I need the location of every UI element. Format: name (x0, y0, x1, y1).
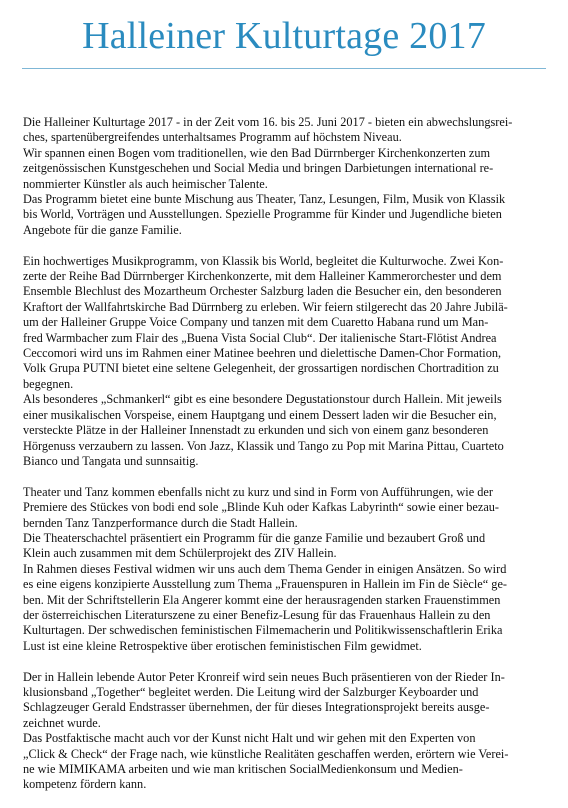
paragraph-line: Volk Grupa PUTNI bietet eine seltene Gelegenheit, der grossartigen nordischen Chortradition zu (23, 361, 499, 376)
paragraph-line: Wir spannen einen Bogen vom traditionellen, wie den Bad Dürrnberger Kirchenkonzerten zum (23, 145, 491, 160)
paragraph-line: Theater und Tanz kommen ebenfalls nicht zu kurz und sind in Form von Aufführungen, wie der (23, 484, 493, 499)
paragraph-line: um der Halleiner Gruppe Voice Company und tanzen mit dem Cuaretto Habana rund um Man- (23, 315, 489, 330)
paragraph-line: es eine eigens konzipierte Ausstellung zum Thema „Frauenspuren in Hallein im Fin de Siècle“ ge- (23, 577, 507, 592)
page-title: Halleiner Kulturtage 2017 (82, 15, 486, 57)
paragraph-line: bernden Tanz Tanzperformance durch die Stadt Hallein. (23, 515, 298, 530)
paragraph-line: kompetenz fördern kann. (23, 777, 147, 792)
paragraph (23, 254, 547, 470)
paragraph-line: der österreichischen Literaturszene zu einer Benefiz-Lesung für das Frauenhaus Hallein zu den (23, 607, 491, 622)
paragraph-line: ne wie MIMIKAMA arbeiten und wie man kritischen SocialMedienkonsum und Medien- (23, 762, 463, 777)
paragraph-line: Kraftort der Wallfahrtskirche Bad Dürrnberg zu erleben. Wir feiern stilgerecht das 20 Jahre Jubilä- (23, 299, 508, 314)
paragraph-line: Premiere des Stückes von bodi end sole „Blinde Kuh oder Kafkas Labyrinth“ sowie einer bezau- (23, 500, 500, 515)
paragraph-line: ben. Mit der Schriftstellerin Ela Angerer kommt eine der herausragenden starken Frauenstimmen (23, 592, 501, 607)
paragraph-line: Ceccomori wird uns im Rahmen einer Matinee beehren und dielettische Damen-Chor Formation, (23, 346, 502, 361)
title-divider (22, 68, 546, 69)
paragraph (23, 670, 547, 793)
document-body (23, 115, 547, 808)
paragraph-line: zeitgenössischen Kunstgeschehen und Social Media und bringen Darbietungen international re- (23, 161, 494, 176)
paragraph-line: Das Programm bietet eine bunte Mischung aus Theater, Tanz, Lesungen, Film, Musik von Klassik (23, 192, 506, 207)
paragraph-line: Hörgenuss verzaubern zu lassen. Von Jazz, Klassik und Tango zu Pop mit Marina Pittau, Cuarteto (23, 438, 504, 453)
paragraph-line: klusionsband „Together“ begleitet werden. Die Leitung wird der Salzburger Keyboarder und (23, 684, 479, 699)
paragraph-line: „Click & Check“ der Frage nach, wie künstliche Realitäten geschaffen werden, erörtern wie Verei- (23, 746, 509, 761)
paragraph-line: fred Warmbacher zum Flair des „Buena Vista Social Club“. Der italienische Start-Flötist Andrea (23, 330, 497, 345)
paragraph-line: Lust ist eine kleine Retrospektive über erotischen feministischen Film gewidmet. (23, 638, 422, 653)
paragraph (23, 485, 547, 654)
paragraph-line: bis World, Vorträgen und Ausstellungen. Spezielle Programme für Kinder und Jugendliche bieten (23, 207, 502, 222)
paragraph-line: Ensemble Blechlust des Mozartheum Orchester Salzburg laden die Besucher ein, den besonderen (23, 284, 502, 299)
paragraph-line: Die Halleiner Kulturtage 2017 - in der Zeit vom 16. bis 25. Juni 2017 - bieten ein abwechslungsrei- (23, 115, 513, 129)
paragraph-line: Bianco und Tangata und sunnsaitig. (23, 453, 199, 468)
paragraph-line: einer musikalischen Vorspeise, einem Hauptgang und einem Dessert laden wir die Besucher ein, (23, 407, 497, 422)
paragraph-line: ches, spartenübergreifendes unterhaltsames Programm auf höchstem Niveau. (23, 130, 402, 145)
paragraph-line: Die Theaterschachtel präsentiert ein Programm für die ganze Familie und bezaubert Groß und (23, 530, 486, 545)
paragraph-line: begegnen. (23, 376, 74, 391)
paragraph-line: Kulturtagen. Der schwedischen feministischen Filmemacherin und Politikwissenschaftlerin Erika (23, 623, 503, 638)
paragraph-line: versteckte Plätze in der Halleiner Innenstadt zu erkunden und sich von einem ganz besonderen (23, 423, 489, 438)
paragraph-line: Als besonderes „Schmankerl“ gibt es eine besondere Degustationstour durch Hallein. Mit jeweils (23, 392, 502, 407)
paragraph (23, 115, 547, 238)
paragraph-line: In Rahmen dieses Festival widmen wir uns auch dem Thema Gender in einigen Ansätzen. So wird (23, 561, 507, 576)
paragraph-line: zerte der Reihe Bad Dürrnberger Kirchenkonzerte, mit dem Halleiner Kammerorchester und dem (23, 269, 502, 284)
paragraph-line: Angebote für die ganze Familie. (23, 222, 182, 237)
paragraph-line: Ein hochwertiges Musikprogramm, von Klassik bis World, begleitet die Kulturwoche. Zwei Kon- (23, 253, 504, 268)
paragraph-line: Das Postfaktische macht auch vor der Kunst nicht Halt und wir gehen mit den Experten von (23, 731, 476, 746)
paragraph-line: Klein auch zusammen mit dem Schülerprojekt des ZIV Hallein. (23, 546, 337, 561)
paragraph-line: nommierter Künstler als auch heimischer Talente. (23, 176, 268, 191)
paragraph-line: Schlagzeuger Gerald Endstrasser übernehmen, der für dieses Integrationsprojekt bereits ausge- (23, 700, 490, 715)
paragraph-line: Der in Hallein lebende Autor Peter Kronreif wird sein neues Buch präsentieren von der Rieder In- (23, 669, 505, 684)
paragraph-line: zeichnet wurde. (23, 715, 101, 730)
